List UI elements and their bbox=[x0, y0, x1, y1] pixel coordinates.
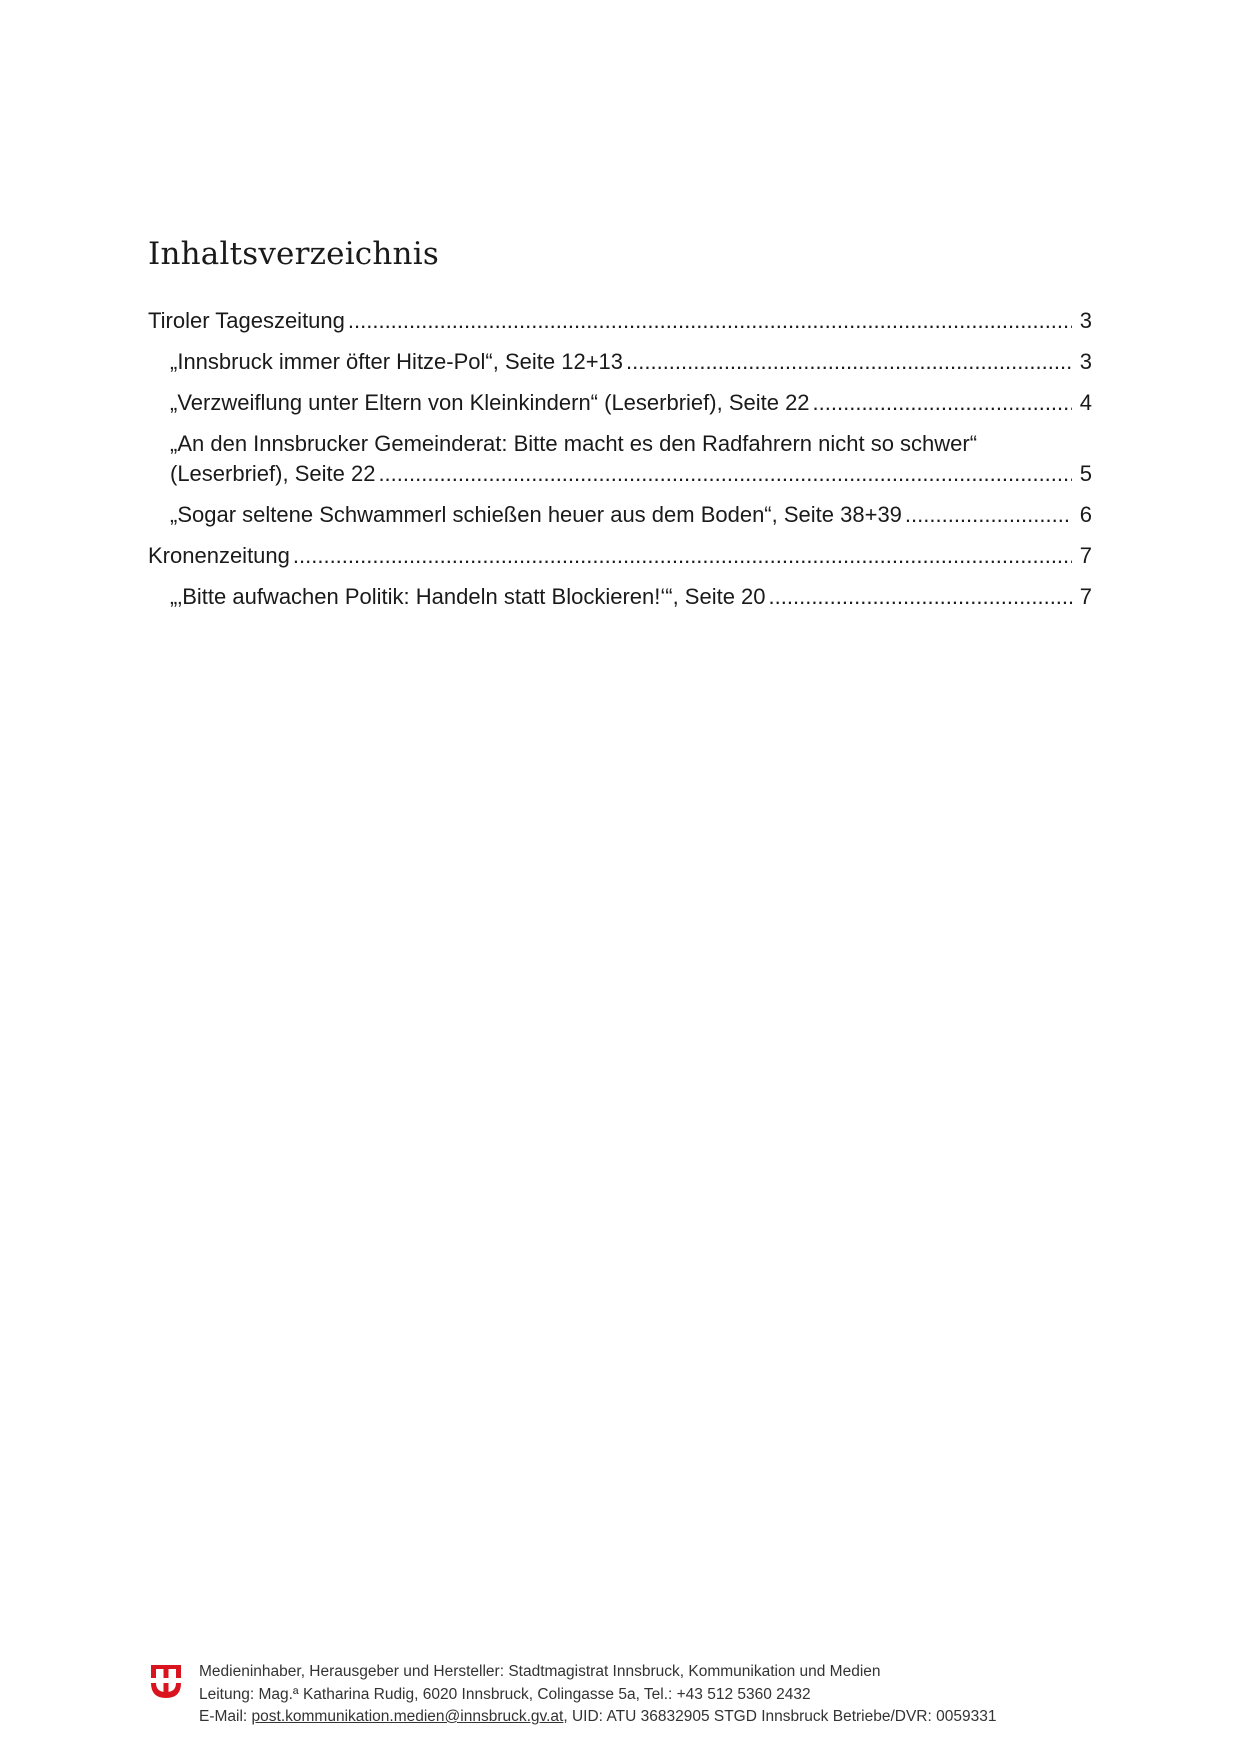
toc-entry-line2 bbox=[170, 459, 1092, 489]
toc-entry-text-line1: „An den Innsbrucker Gemeinderat: Bitte macht es den Radfahrern nicht so schwer“ bbox=[170, 431, 978, 456]
toc-entry-text: „Verzweiflung unter Eltern von Kleinkindern“ (Leserbrief), Seite 22 bbox=[170, 390, 810, 415]
footer-email-label: E-Mail: bbox=[199, 1708, 252, 1725]
footer-imprint bbox=[199, 1661, 996, 1729]
toc-page-number: 7 bbox=[1079, 584, 1092, 609]
footer-line-management: Leitung: Mag.ª Katharina Rudig, 6020 Innsbruck, Colingasse 5a, Tel.: +43 512 5360 2432 bbox=[199, 1685, 811, 1703]
toc-entry-text: Kronenzeitung bbox=[148, 543, 290, 568]
toc-entry-text: „Innsbruck immer öfter Hitze-Pol“, Seite 12+13 bbox=[170, 349, 624, 374]
page-footer bbox=[150, 1661, 1090, 1729]
toc-page-number: 3 bbox=[1079, 308, 1092, 333]
toc-entry-schwammerl[interactable] bbox=[148, 500, 1092, 530]
toc-entry-gemeinderat[interactable] bbox=[148, 429, 1092, 489]
toc-entry-text: „‚Bitte aufwachen Politik: Handeln statt Blockieren!‘“, Seite 20 bbox=[170, 584, 766, 609]
toc-leader-dots bbox=[348, 306, 1072, 336]
toc-entry-tiroler-tageszeitung[interactable] bbox=[148, 306, 1092, 336]
table-of-contents bbox=[148, 306, 1092, 612]
toc-entry-verzweiflung[interactable] bbox=[148, 388, 1092, 418]
toc-leader-dots bbox=[293, 541, 1072, 571]
footer-line-publisher: Medieninhaber, Herausgeber und Hersteller: Stadtmagistrat Innsbruck, Kommunikation und Medien bbox=[199, 1663, 881, 1680]
toc-page-number: 7 bbox=[1079, 543, 1092, 568]
toc-leader-dots bbox=[626, 347, 1072, 377]
toc-entry-bitte-aufwachen[interactable] bbox=[148, 582, 1092, 612]
toc-page-number: 4 bbox=[1079, 390, 1092, 415]
toc-page-number: 6 bbox=[1079, 502, 1092, 527]
toc-entry-kronenzeitung[interactable] bbox=[148, 541, 1092, 571]
toc-leader-dots bbox=[769, 582, 1072, 612]
toc-entry-hitze-pol[interactable] bbox=[148, 347, 1092, 377]
toc-entry-text: „Sogar seltene Schwammerl schießen heuer aus dem Boden“, Seite 38+39 bbox=[170, 502, 902, 527]
footer-uid: , UID: ATU 36832905 STGD Innsbruck Betriebe/DVR: 0059331 bbox=[563, 1708, 997, 1725]
toc-page-number: 3 bbox=[1079, 349, 1092, 374]
footer-line-contact bbox=[199, 1706, 996, 1729]
toc-entry-text: Tiroler Tageszeitung bbox=[148, 308, 345, 333]
toc-title: Inhaltsverzeichnis bbox=[148, 236, 439, 272]
toc-leader-dots bbox=[813, 388, 1072, 418]
toc-page-number: 5 bbox=[1079, 461, 1092, 486]
toc-leader-dots bbox=[905, 500, 1072, 530]
toc-leader-dots bbox=[378, 459, 1071, 489]
innsbruck-logo-icon bbox=[150, 1663, 182, 1701]
footer-email-link[interactable]: post.kommunikation.medien@innsbruck.gv.at bbox=[251, 1708, 564, 1725]
toc-entry-text-line2: (Leserbrief), Seite 22 bbox=[170, 461, 376, 486]
